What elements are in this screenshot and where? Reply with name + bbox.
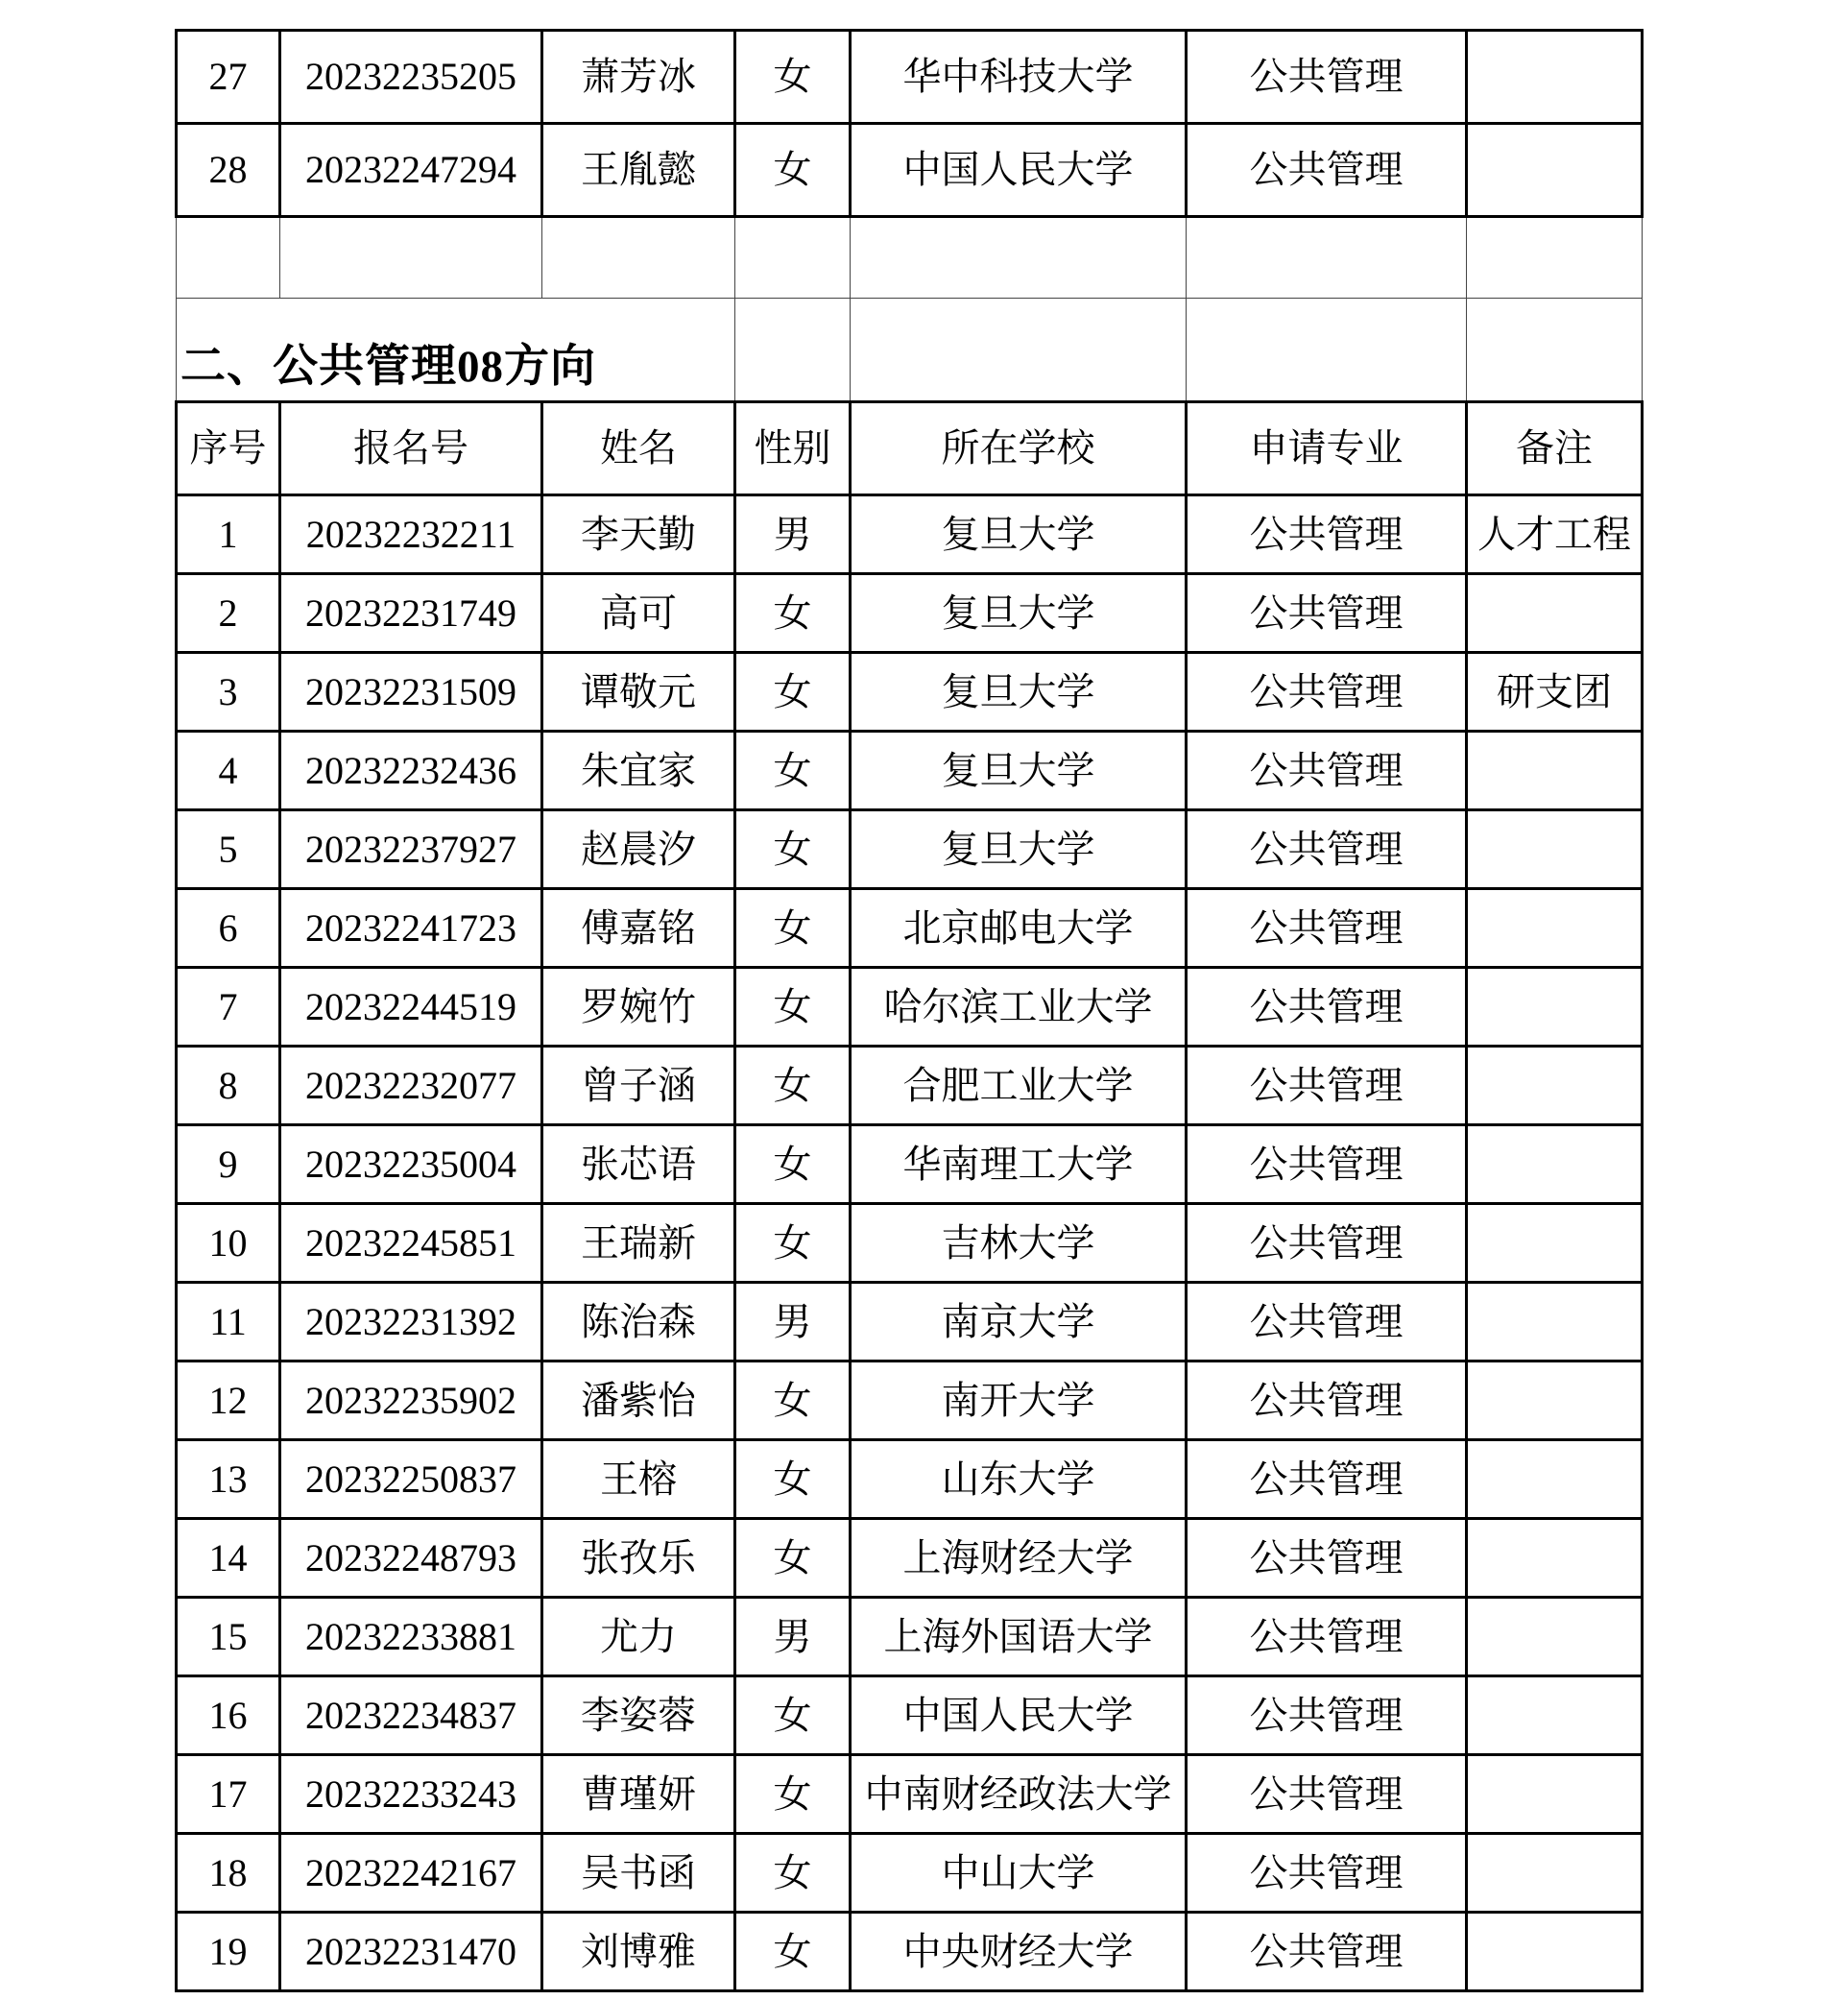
cell-reg-number: 20232232436 — [280, 732, 542, 810]
cell-no: 11 — [177, 1283, 280, 1361]
cell-no: 15 — [177, 1598, 280, 1676]
table-row — [177, 1204, 1643, 1283]
cell-reg-number: 20232237927 — [280, 810, 542, 889]
cell-note — [1467, 1361, 1643, 1440]
cell-note — [1467, 1598, 1643, 1676]
cell-school: 哈尔滨工业大学 — [851, 968, 1187, 1047]
cell-major: 公共管理 — [1187, 1125, 1467, 1204]
empty-cell — [1187, 217, 1467, 299]
empty-cell — [1467, 217, 1643, 299]
cell-reg-number: 20232244519 — [280, 968, 542, 1047]
cell-major: 公共管理 — [1187, 653, 1467, 732]
table-row — [177, 1440, 1643, 1519]
cell-no: 3 — [177, 653, 280, 732]
cell-reg-number: 20232248793 — [280, 1519, 542, 1598]
cell-school: 合肥工业大学 — [851, 1047, 1187, 1125]
table-row — [177, 1676, 1643, 1755]
header-cell-major: 申请专业 — [1187, 402, 1467, 495]
cell-reg-number: 20232231509 — [280, 653, 542, 732]
empty-cell — [1187, 299, 1467, 402]
cell-no: 27 — [177, 31, 280, 124]
cell-reg-number: 20232233243 — [280, 1755, 542, 1834]
cell-no: 19 — [177, 1913, 280, 1991]
cell-reg-number: 20232233881 — [280, 1598, 542, 1676]
cell-major: 公共管理 — [1187, 1283, 1467, 1361]
cell-major: 公共管理 — [1187, 1047, 1467, 1125]
cell-reg-number: 20232247294 — [280, 124, 542, 217]
cell-major: 公共管理 — [1187, 889, 1467, 968]
cell-school: 华南理工大学 — [851, 1125, 1187, 1204]
cell-gender: 女 — [735, 810, 851, 889]
cell-name: 曹瑾妍 — [542, 1755, 735, 1834]
cell-reg-number: 20232232077 — [280, 1047, 542, 1125]
header-cell-note: 备注 — [1467, 402, 1643, 495]
cell-major: 公共管理 — [1187, 1598, 1467, 1676]
applicant-table — [175, 29, 1644, 1992]
cell-note — [1467, 1755, 1643, 1834]
cell-name: 赵晨汐 — [542, 810, 735, 889]
empty-cell — [851, 217, 1187, 299]
cell-note — [1467, 124, 1643, 217]
table-row — [177, 1361, 1643, 1440]
cell-note — [1467, 1519, 1643, 1598]
cell-no: 4 — [177, 732, 280, 810]
cell-note: 研支团 — [1467, 653, 1643, 732]
cell-gender: 女 — [735, 1519, 851, 1598]
cell-name: 张孜乐 — [542, 1519, 735, 1598]
table-row — [177, 1519, 1643, 1598]
cell-school: 中国人民大学 — [851, 1676, 1187, 1755]
cell-name: 罗婉竹 — [542, 968, 735, 1047]
cell-gender: 女 — [735, 31, 851, 124]
cell-major: 公共管理 — [1187, 968, 1467, 1047]
cell-reg-number: 20232232211 — [280, 495, 542, 574]
cell-major: 公共管理 — [1187, 1361, 1467, 1440]
header-cell-no: 序号 — [177, 402, 280, 495]
cell-school: 南京大学 — [851, 1283, 1187, 1361]
cell-gender: 男 — [735, 1283, 851, 1361]
cell-no: 8 — [177, 1047, 280, 1125]
table-row — [177, 653, 1643, 732]
cell-gender: 女 — [735, 574, 851, 653]
cell-name: 刘博雅 — [542, 1913, 735, 1991]
cell-no: 2 — [177, 574, 280, 653]
cell-gender: 男 — [735, 495, 851, 574]
cell-school: 上海外国语大学 — [851, 1598, 1187, 1676]
cell-name: 谭敬元 — [542, 653, 735, 732]
cell-no: 18 — [177, 1834, 280, 1913]
cell-note — [1467, 574, 1643, 653]
cell-school: 中国人民大学 — [851, 124, 1187, 217]
cell-major: 公共管理 — [1187, 574, 1467, 653]
table-row — [177, 732, 1643, 810]
cell-school: 复旦大学 — [851, 732, 1187, 810]
cell-major: 公共管理 — [1187, 1834, 1467, 1913]
cell-school: 中南财经政法大学 — [851, 1755, 1187, 1834]
cell-note — [1467, 1283, 1643, 1361]
cell-note — [1467, 31, 1643, 124]
cell-school: 山东大学 — [851, 1440, 1187, 1519]
header-cell-name: 姓名 — [542, 402, 735, 495]
table-row — [177, 1283, 1643, 1361]
cell-no: 10 — [177, 1204, 280, 1283]
cell-name: 高可 — [542, 574, 735, 653]
header-cell-reg-number: 报名号 — [280, 402, 542, 495]
spacer-row — [177, 217, 1643, 299]
header-cell-school: 所在学校 — [851, 402, 1187, 495]
cell-gender: 女 — [735, 1047, 851, 1125]
table-row — [177, 889, 1643, 968]
cell-name: 张芯语 — [542, 1125, 735, 1204]
cell-no: 6 — [177, 889, 280, 968]
cell-major: 公共管理 — [1187, 1755, 1467, 1834]
cell-note — [1467, 1204, 1643, 1283]
cell-note — [1467, 889, 1643, 968]
cell-reg-number: 20232242167 — [280, 1834, 542, 1913]
cell-reg-number: 20232231470 — [280, 1913, 542, 1991]
table-row — [177, 968, 1643, 1047]
cell-no: 5 — [177, 810, 280, 889]
cell-note — [1467, 1834, 1643, 1913]
cell-gender: 女 — [735, 968, 851, 1047]
cell-school: 上海财经大学 — [851, 1519, 1187, 1598]
cell-gender: 女 — [735, 889, 851, 968]
empty-cell — [735, 299, 851, 402]
cell-reg-number: 20232250837 — [280, 1440, 542, 1519]
empty-cell — [280, 217, 542, 299]
cell-note: 人才工程 — [1467, 495, 1643, 574]
cell-gender: 女 — [735, 1913, 851, 1991]
cell-major: 公共管理 — [1187, 1913, 1467, 1991]
cell-school: 复旦大学 — [851, 653, 1187, 732]
cell-note — [1467, 732, 1643, 810]
cell-gender: 女 — [735, 1834, 851, 1913]
cell-school: 吉林大学 — [851, 1204, 1187, 1283]
header-row — [177, 402, 1643, 495]
table-row — [177, 495, 1643, 574]
section-title: 二、公共管理08方向 — [177, 299, 735, 402]
cell-major: 公共管理 — [1187, 732, 1467, 810]
cell-school: 中山大学 — [851, 1834, 1187, 1913]
cell-note — [1467, 1125, 1643, 1204]
cell-note — [1467, 810, 1643, 889]
cell-name: 陈治森 — [542, 1283, 735, 1361]
empty-cell — [177, 217, 280, 299]
cell-school: 华中科技大学 — [851, 31, 1187, 124]
cell-major: 公共管理 — [1187, 1204, 1467, 1283]
cell-no: 28 — [177, 124, 280, 217]
cell-name: 王瑞新 — [542, 1204, 735, 1283]
table-row — [177, 1125, 1643, 1204]
cell-no: 9 — [177, 1125, 280, 1204]
cell-note — [1467, 1440, 1643, 1519]
cell-reg-number: 20232235004 — [280, 1125, 542, 1204]
table-row — [177, 124, 1643, 217]
cell-gender: 女 — [735, 1204, 851, 1283]
cell-school: 南开大学 — [851, 1361, 1187, 1440]
cell-name: 朱宜家 — [542, 732, 735, 810]
cell-major: 公共管理 — [1187, 1519, 1467, 1598]
cell-gender: 女 — [735, 653, 851, 732]
cell-school: 复旦大学 — [851, 495, 1187, 574]
cell-note — [1467, 968, 1643, 1047]
cell-no: 17 — [177, 1755, 280, 1834]
cell-school: 复旦大学 — [851, 574, 1187, 653]
cell-major: 公共管理 — [1187, 495, 1467, 574]
empty-cell — [735, 217, 851, 299]
table-row — [177, 1598, 1643, 1676]
cell-school: 复旦大学 — [851, 810, 1187, 889]
cell-major: 公共管理 — [1187, 1440, 1467, 1519]
cell-major: 公共管理 — [1187, 124, 1467, 217]
table-row — [177, 31, 1643, 124]
section-title-row — [177, 299, 1643, 402]
table-row — [177, 1834, 1643, 1913]
cell-reg-number: 20232231749 — [280, 574, 542, 653]
cell-gender: 男 — [735, 1598, 851, 1676]
empty-cell — [851, 299, 1187, 402]
cell-reg-number: 20232245851 — [280, 1204, 542, 1283]
cell-name: 李姿蓉 — [542, 1676, 735, 1755]
cell-name: 王榕 — [542, 1440, 735, 1519]
cell-note — [1467, 1047, 1643, 1125]
cell-gender: 女 — [735, 1676, 851, 1755]
cell-note — [1467, 1676, 1643, 1755]
table-row — [177, 810, 1643, 889]
cell-name: 萧芳冰 — [542, 31, 735, 124]
cell-school: 中央财经大学 — [851, 1913, 1187, 1991]
cell-name: 王胤懿 — [542, 124, 735, 217]
cell-no: 14 — [177, 1519, 280, 1598]
cell-name: 尤力 — [542, 1598, 735, 1676]
cell-reg-number: 20232235205 — [280, 31, 542, 124]
cell-name: 吴书函 — [542, 1834, 735, 1913]
cell-gender: 女 — [735, 1440, 851, 1519]
cell-gender: 女 — [735, 1361, 851, 1440]
table-row — [177, 1755, 1643, 1834]
cell-school: 北京邮电大学 — [851, 889, 1187, 968]
cell-name: 李天勤 — [542, 495, 735, 574]
cell-gender: 女 — [735, 732, 851, 810]
cell-gender: 女 — [735, 1755, 851, 1834]
cell-gender: 女 — [735, 124, 851, 217]
empty-cell — [1467, 299, 1643, 402]
cell-reg-number: 20232231392 — [280, 1283, 542, 1361]
applicant-table-body — [177, 31, 1643, 1991]
cell-reg-number: 20232234837 — [280, 1676, 542, 1755]
table-row — [177, 1047, 1643, 1125]
cell-reg-number: 20232241723 — [280, 889, 542, 968]
cell-note — [1467, 1913, 1643, 1991]
cell-major: 公共管理 — [1187, 810, 1467, 889]
table-row — [177, 574, 1643, 653]
cell-no: 7 — [177, 968, 280, 1047]
header-cell-gender: 性别 — [735, 402, 851, 495]
cell-no: 16 — [177, 1676, 280, 1755]
cell-name: 曾子涵 — [542, 1047, 735, 1125]
cell-major: 公共管理 — [1187, 1676, 1467, 1755]
cell-no: 1 — [177, 495, 280, 574]
cell-name: 潘紫怡 — [542, 1361, 735, 1440]
table-row — [177, 1913, 1643, 1991]
cell-no: 13 — [177, 1440, 280, 1519]
cell-reg-number: 20232235902 — [280, 1361, 542, 1440]
cell-gender: 女 — [735, 1125, 851, 1204]
cell-major: 公共管理 — [1187, 31, 1467, 124]
empty-cell — [542, 217, 735, 299]
cell-no: 12 — [177, 1361, 280, 1440]
cell-name: 傅嘉铭 — [542, 889, 735, 968]
